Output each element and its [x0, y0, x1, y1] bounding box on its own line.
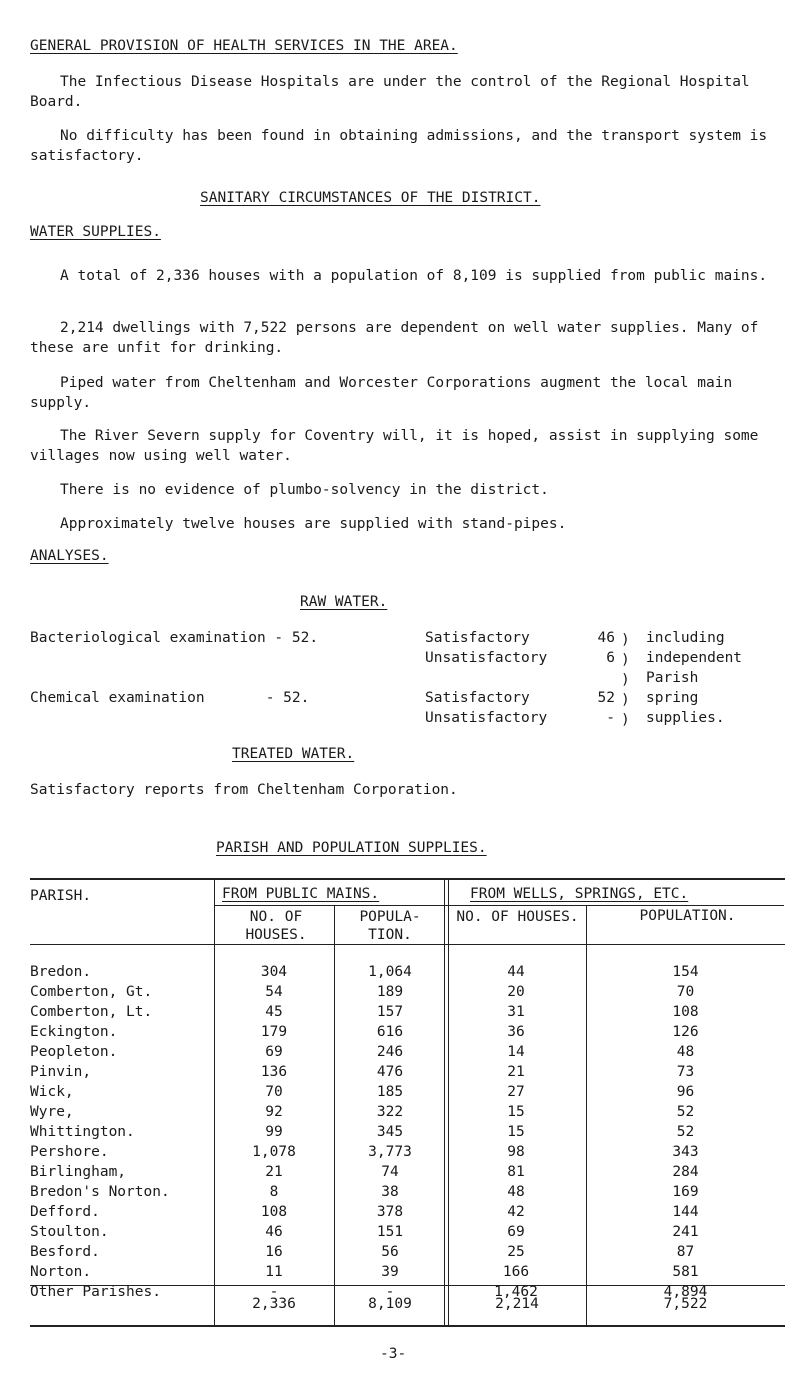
parish-supplies-heading: PARISH AND POPULATION SUPPLIES.: [216, 840, 487, 856]
wells-houses-cell: 36: [507, 1024, 525, 1040]
note-including: including: [646, 630, 725, 646]
paragraph-wells: 2,214 dwellings with 7,522 persons are dependent on well water supplies. Many of these are unfit for drinking.: [30, 320, 759, 356]
chem-unsatisfactory-count: -: [606, 710, 615, 726]
table-row: [30, 1144, 785, 1164]
header-wells-population: POPULATION.: [639, 908, 736, 924]
wells-population-cell: 284: [672, 1164, 699, 1180]
mains-houses-cell: 69: [265, 1044, 283, 1060]
page-number: -3-: [380, 1346, 407, 1362]
note-independent: independent: [646, 650, 743, 666]
parish-cell: Whittington.: [30, 1124, 135, 1140]
wells-houses-cell: 48: [507, 1184, 525, 1200]
mains-houses-cell: 54: [265, 984, 283, 1000]
header-mains-houses: NO. OF HOUSES.: [245, 909, 307, 943]
paragraph-piped: Piped water from Cheltenham and Worcester Corporations augment the local main supply.: [30, 375, 733, 411]
chem-satisfactory-label: Satisfactory: [425, 690, 530, 706]
wells-population-cell: 52: [676, 1104, 695, 1120]
wells-population-cell: 154: [672, 964, 699, 980]
wells-population-cell: 87: [676, 1244, 695, 1260]
wells-houses-cell: 21: [507, 1064, 525, 1080]
group-underline: [214, 905, 784, 906]
table-bottom-rule: [30, 1325, 785, 1327]
wells-population-cell: 48: [676, 1044, 695, 1060]
chem-satisfactory-count: 52: [597, 690, 615, 706]
mains-houses-cell: 108: [260, 1204, 288, 1220]
wells-population-cell: 343: [672, 1144, 699, 1160]
mains-population-cell: 322: [376, 1104, 404, 1120]
mains-houses-cell: 46: [265, 1224, 283, 1240]
bact-satisfactory-count: 46: [597, 630, 615, 646]
page-heading: GENERAL PROVISION OF HEALTH SERVICES IN THE AREA.: [30, 38, 458, 54]
parish-cell: Wyre,: [30, 1104, 74, 1120]
wells-houses-cell: 15: [507, 1124, 525, 1140]
total-wells-houses: 2,214: [495, 1296, 539, 1312]
chemical-label: Chemical examination - 52.: [30, 690, 310, 706]
total-mains-houses: 2,336: [252, 1296, 296, 1312]
mains-houses-cell: 16: [265, 1244, 283, 1260]
mains-population-cell: 38: [381, 1184, 399, 1200]
mains-houses-cell: 8: [269, 1184, 279, 1200]
analyses-heading: ANALYSES.: [30, 548, 109, 564]
table-row: [30, 1124, 785, 1144]
parish-cell: Other Parishes.: [30, 1284, 161, 1300]
mains-population-cell: 56: [381, 1244, 399, 1260]
parish-cell: Pinvin,: [30, 1064, 92, 1080]
note-supplies: supplies.: [646, 710, 725, 726]
parish-cell: Peopleton.: [30, 1044, 118, 1060]
table-row: [30, 1104, 785, 1124]
mains-population-cell: 74: [381, 1164, 399, 1180]
mains-population-cell: 476: [376, 1064, 404, 1080]
mains-population-cell: 246: [376, 1044, 404, 1060]
table-row: [30, 984, 785, 1004]
parish-cell: Besford.: [30, 1244, 100, 1260]
parish-cell: Defford.: [30, 1204, 100, 1220]
mains-houses-cell: 1,078: [252, 1144, 296, 1160]
mains-houses-cell: 45: [265, 1004, 283, 1020]
header-wells-houses: NO. OF HOUSES.: [456, 909, 579, 925]
paragraph-mains: A total of 2,336 houses with a population of 8,109 is supplied from public mains.: [60, 268, 768, 284]
wells-population-cell: 144: [672, 1204, 699, 1220]
mains-population-cell: 3,773: [368, 1144, 412, 1160]
mains-houses-cell: 99: [265, 1124, 283, 1140]
parish-cell: Stoulton.: [30, 1224, 109, 1240]
water-supplies-heading: WATER SUPPLIES.: [30, 224, 161, 240]
table-top-rule: [30, 878, 785, 880]
parish-cell: Bredon's Norton.: [30, 1184, 170, 1200]
table-row: [30, 1064, 785, 1084]
treated-water-text: Satisfactory reports from Cheltenham Corporation.: [30, 782, 458, 798]
mains-houses-cell: 70: [265, 1084, 283, 1100]
header-from-public-mains: FROM PUBLIC MAINS.: [222, 886, 380, 902]
mains-population-cell: 345: [376, 1124, 404, 1140]
paragraph-standpipes: Approximately twelve houses are supplied with stand-pipes.: [60, 516, 567, 532]
table-row: [30, 1164, 785, 1184]
raw-water-heading: RAW WATER.: [300, 594, 388, 610]
wells-houses-cell: 98: [507, 1144, 525, 1160]
wells-population-cell: 126: [672, 1024, 699, 1040]
header-rule: [30, 944, 785, 945]
wells-population-cell: 52: [676, 1124, 695, 1140]
mains-population-cell: 151: [376, 1224, 404, 1240]
header-parish: PARISH.: [30, 888, 92, 904]
table-row: [30, 1264, 785, 1284]
wells-houses-cell: 81: [507, 1164, 525, 1180]
wells-houses-cell: 1,462: [494, 1284, 538, 1300]
sanitary-heading: SANITARY CIRCUMSTANCES OF THE DISTRICT.: [200, 190, 541, 206]
table-row: [30, 1044, 785, 1064]
parish-cell: Comberton, Gt.: [30, 984, 153, 1000]
parish-cell: Eckington.: [30, 1024, 118, 1040]
mains-population-cell: 157: [376, 1004, 404, 1020]
wells-population-cell: 73: [676, 1064, 695, 1080]
mains-population-cell: 1,064: [368, 964, 412, 980]
treated-water-heading: TREATED WATER.: [232, 746, 355, 762]
wells-houses-cell: 15: [507, 1104, 525, 1120]
wells-houses-cell: 69: [507, 1224, 525, 1240]
parish-cell: Norton.: [30, 1264, 92, 1280]
paragraph-admissions: No difficulty has been found in obtaining admissions, and the transport system is satisfactory.: [30, 128, 768, 164]
bact-unsatisfactory-count: 6: [606, 650, 615, 666]
parish-table: [30, 964, 785, 1304]
parish-cell: Bredon.: [30, 964, 92, 980]
wells-population-cell: 96: [676, 1084, 695, 1100]
wells-houses-cell: 44: [507, 964, 525, 980]
mains-population-cell: -: [385, 1284, 395, 1300]
wells-houses-cell: 25: [507, 1244, 525, 1260]
mains-population-cell: 378: [376, 1204, 404, 1220]
bacteriological-label: Bacteriological examination - 52.: [30, 630, 319, 646]
wells-population-cell: 4,894: [663, 1284, 708, 1300]
mains-houses-cell: 136: [260, 1064, 288, 1080]
parish-cell: Comberton, Lt.: [30, 1004, 153, 1020]
wells-houses-cell: 27: [507, 1084, 525, 1100]
table-row: [30, 1224, 785, 1244]
parish-cell: Wick,: [30, 1084, 74, 1100]
header-mains-population: POPULA- TION.: [359, 909, 421, 943]
mains-population-cell: 39: [381, 1264, 399, 1280]
wells-population-cell: 241: [672, 1224, 699, 1240]
note-parish: Parish: [646, 670, 699, 686]
table-row: [30, 1024, 785, 1044]
paragraph-plumbo: There is no evidence of plumbo-solvency in the district.: [60, 482, 549, 498]
mains-population-cell: 185: [376, 1084, 404, 1100]
wells-houses-cell: 14: [507, 1044, 525, 1060]
wells-houses-cell: 42: [507, 1204, 525, 1220]
mains-houses-cell: 92: [265, 1104, 283, 1120]
mains-population-cell: 616: [376, 1024, 404, 1040]
mains-houses-cell: 179: [260, 1024, 288, 1040]
mains-houses-cell: 21: [265, 1164, 283, 1180]
wells-population-cell: 70: [676, 984, 695, 1000]
table-row: [30, 1184, 785, 1204]
table-row: [30, 1244, 785, 1264]
wells-population-cell: 581: [672, 1264, 699, 1280]
mains-population-cell: 189: [376, 984, 404, 1000]
note-spring: spring: [646, 690, 699, 706]
bracket: ) ) ) ) ): [621, 632, 630, 728]
paragraph-severn: The River Severn supply for Coventry will, it is hoped, assist in supplying some villages now using well water.: [30, 428, 759, 464]
parish-cell: Birlingham,: [30, 1164, 127, 1180]
wells-houses-cell: 166: [502, 1264, 530, 1280]
total-mains-population: 8,109: [368, 1296, 412, 1312]
mains-houses-cell: -: [269, 1284, 279, 1300]
header-from-wells: FROM WELLS, SPRINGS, ETC.: [470, 886, 689, 902]
parish-cell: Pershore.: [30, 1144, 109, 1160]
mains-houses-cell: 304: [260, 964, 288, 980]
table-row: [30, 1084, 785, 1104]
total-wells-population: 7,522: [663, 1296, 708, 1312]
bact-unsatisfactory-label: Unsatisfactory: [425, 650, 548, 666]
wells-population-cell: 108: [672, 1004, 699, 1020]
wells-houses-cell: 20: [507, 984, 525, 1000]
wells-population-cell: 169: [672, 1184, 699, 1200]
table-row: [30, 1204, 785, 1224]
wells-houses-cell: 31: [507, 1004, 525, 1020]
mains-houses-cell: 11: [265, 1264, 283, 1280]
chem-unsatisfactory-label: Unsatisfactory: [425, 710, 548, 726]
table-row: [30, 1004, 785, 1024]
paragraph-hospitals: The Infectious Disease Hospitals are under the control of the Regional Hospital Board.: [30, 74, 750, 110]
table-row: [30, 964, 785, 984]
bact-satisfactory-label: Satisfactory: [425, 630, 530, 646]
